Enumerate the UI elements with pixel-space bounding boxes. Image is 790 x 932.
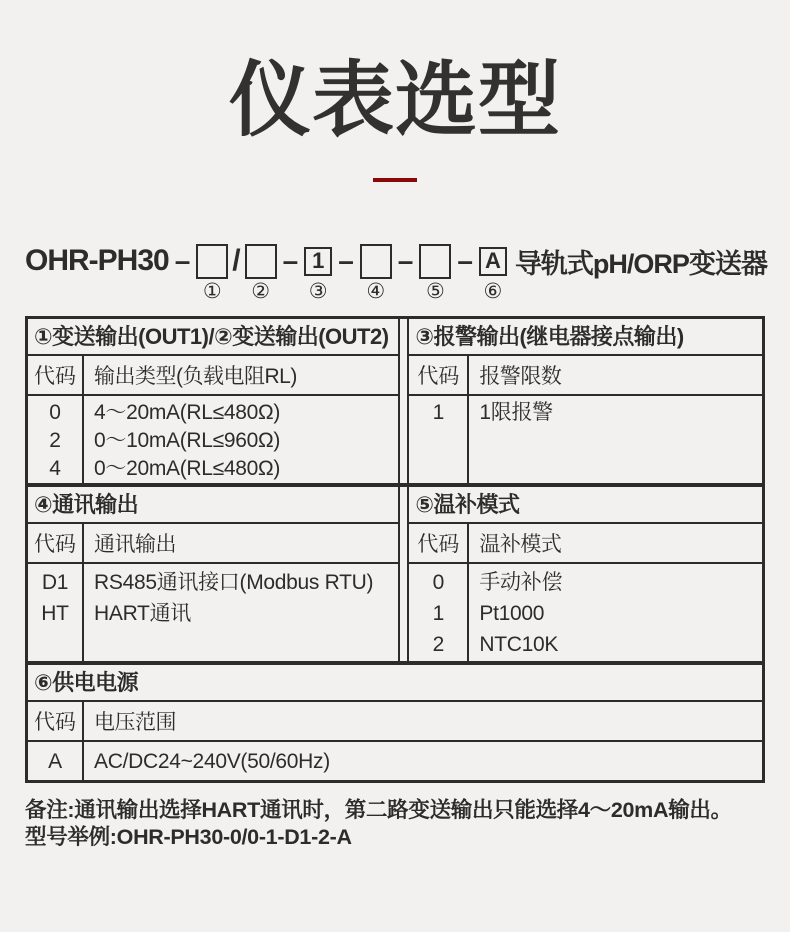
code-value: A bbox=[48, 750, 62, 774]
code-value: 1 bbox=[432, 401, 445, 425]
section-power-supply-header-row bbox=[28, 702, 762, 742]
desc-value: RS485通讯接口(Modbus RTU) bbox=[94, 571, 374, 595]
model-slot-5-box bbox=[419, 244, 451, 279]
note-remark: 备注:通讯输出选择HART通讯时，第二路变送输出只能选择4～20mA输出。 bbox=[25, 798, 732, 823]
code-value: 4 bbox=[49, 457, 61, 481]
section-power-supply bbox=[28, 665, 762, 780]
section-alarm-output-header-row bbox=[409, 356, 762, 396]
product-selection-sheet bbox=[0, 55, 790, 851]
model-slot-5 bbox=[419, 242, 451, 304]
desc-column-header: 通讯输出 bbox=[94, 533, 176, 557]
code-value: HT bbox=[41, 602, 69, 626]
dash-separator: – bbox=[457, 245, 473, 277]
section-communication-header-row bbox=[28, 524, 398, 564]
model-suffix: 导轨式pH/ORP变送器 bbox=[514, 248, 767, 279]
model-slot-1-number: ① bbox=[202, 280, 222, 304]
code-column bbox=[409, 564, 469, 661]
desc-value: HART通讯 bbox=[94, 602, 191, 626]
code-value: 2 bbox=[432, 633, 445, 657]
code-value: 1 bbox=[432, 602, 445, 626]
section-communication-title: ④通讯输出 bbox=[28, 487, 398, 524]
desc-column bbox=[84, 396, 398, 483]
dash-separator: – bbox=[282, 245, 299, 277]
model-slot-2-number: ② bbox=[251, 280, 271, 304]
code-value: 0 bbox=[432, 571, 445, 595]
note-model-example: 型号举例:OHR-PH30-0/0-1-D1-2-A bbox=[25, 825, 352, 850]
section-transmit-output-title: ①变送输出(OUT1)/②变送输出(OUT2) bbox=[28, 319, 398, 356]
desc-column-header: 输出类型(负载电阻RL) bbox=[94, 365, 297, 389]
table-block-2 bbox=[28, 483, 762, 661]
dash-separator: – bbox=[338, 245, 354, 277]
model-slot-6 bbox=[479, 242, 507, 304]
section-communication-body bbox=[28, 564, 398, 661]
model-slot-2 bbox=[245, 242, 277, 304]
section-transmit-output bbox=[28, 319, 400, 483]
model-slot-1-box bbox=[196, 244, 228, 279]
code-value: D1 bbox=[41, 571, 69, 595]
code-column-header: 代码 bbox=[28, 356, 84, 394]
model-code-row bbox=[25, 242, 767, 304]
dash-separator: – bbox=[397, 245, 414, 277]
desc-column bbox=[84, 742, 762, 780]
desc-column-header: 温补模式 bbox=[479, 533, 562, 557]
section-temp-compensation-title: ⑤温补模式 bbox=[409, 487, 762, 524]
section-transmit-output-header-row bbox=[28, 356, 398, 396]
code-column-header: 代码 bbox=[28, 524, 84, 562]
title-underline bbox=[373, 178, 417, 182]
page-title: 仪表选型 bbox=[228, 55, 561, 146]
code-column-header: 代码 bbox=[28, 702, 84, 740]
selection-table bbox=[25, 316, 765, 783]
model-slot-2-box bbox=[245, 244, 277, 279]
dash-separator: – bbox=[174, 245, 191, 277]
model-slot-4-number: ④ bbox=[366, 280, 386, 304]
model-slot-6-number: ⑥ bbox=[483, 280, 503, 304]
code-column bbox=[409, 396, 469, 483]
model-prefix: OHR-PH30 bbox=[25, 244, 169, 278]
model-slot-3-box: 1 bbox=[304, 247, 332, 276]
desc-column bbox=[469, 396, 762, 483]
section-alarm-output-body bbox=[409, 396, 762, 483]
section-alarm-output-title: ③报警输出(继电器接点输出) bbox=[409, 319, 762, 356]
section-temp-compensation-header-row bbox=[409, 524, 762, 564]
section-temp-compensation-body bbox=[409, 564, 762, 661]
slash-separator: / bbox=[232, 244, 241, 278]
code-value: 0 bbox=[49, 401, 61, 425]
desc-value: AC/DC24~240V(50/60Hz) bbox=[94, 750, 330, 774]
model-slot-4 bbox=[360, 242, 392, 304]
model-slot-3 bbox=[304, 242, 332, 304]
model-slot-1 bbox=[196, 242, 228, 304]
code-column-header: 代码 bbox=[409, 356, 469, 394]
desc-column-header: 报警限数 bbox=[479, 365, 562, 389]
model-slot-6-box: A bbox=[479, 247, 507, 276]
desc-column bbox=[84, 564, 398, 661]
code-column-header: 代码 bbox=[409, 524, 469, 562]
table-block-1 bbox=[28, 319, 762, 483]
model-slot-5-number: ⑤ bbox=[425, 280, 445, 304]
section-alarm-output bbox=[407, 319, 762, 483]
model-slot-4-box bbox=[360, 244, 392, 279]
section-communication bbox=[28, 487, 400, 661]
desc-value: NTC10K bbox=[479, 633, 559, 657]
desc-value: 0～10mA(RL≤960Ω) bbox=[94, 429, 281, 453]
desc-column-header: 电压范围 bbox=[94, 711, 176, 735]
desc-value: 4～20mA(RL≤480Ω) bbox=[94, 401, 281, 425]
code-column bbox=[28, 564, 84, 661]
code-value: 2 bbox=[49, 429, 61, 453]
desc-value: Pt1000 bbox=[479, 602, 545, 626]
section-power-supply-title: ⑥供电电源 bbox=[28, 665, 762, 702]
code-column bbox=[28, 742, 84, 780]
desc-value: 1限报警 bbox=[479, 401, 553, 425]
desc-value: 手动补偿 bbox=[479, 571, 563, 595]
section-transmit-output-body bbox=[28, 396, 398, 483]
model-slot-3-number: ③ bbox=[308, 280, 328, 304]
desc-column bbox=[469, 564, 762, 661]
section-temp-compensation bbox=[407, 487, 762, 661]
desc-value: 0～20mA(RL≤480Ω) bbox=[94, 457, 281, 481]
table-block-3 bbox=[28, 661, 762, 780]
code-column bbox=[28, 396, 84, 483]
section-power-supply-body bbox=[28, 742, 762, 780]
